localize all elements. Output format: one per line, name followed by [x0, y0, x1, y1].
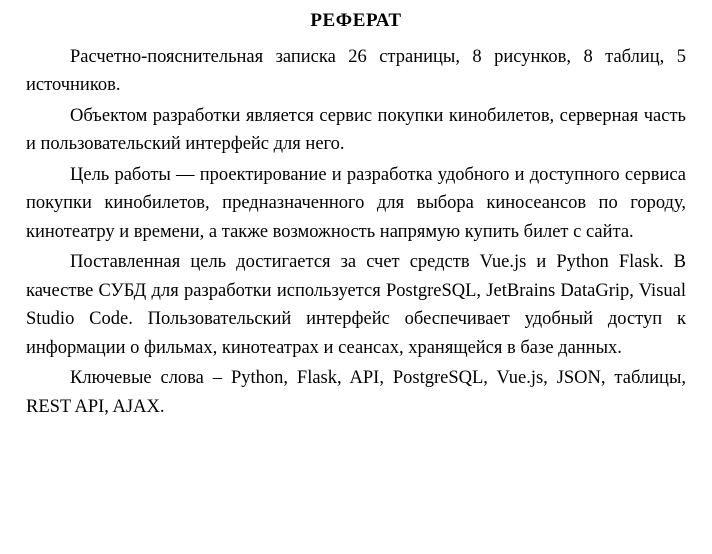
paragraph-technologies: Поставленная цель достигается за счет средств Vue.js и Python Flask. В качестве СУБД для разработки используется PostgreSQL, JetBrains DataGrip, Visual Studio Code. Пользовательский интерфейс обеспечивает удобный доступ к информации о фильмах, кинотеатрах и сеансах, хранящейся в базе данных.: [26, 252, 686, 358]
paragraph-object-of-development: Объектом разработки является сервис покупки кинобилетов, серверная часть и пользовательский интерфейс для него.: [26, 105, 686, 155]
page-title: РЕФЕРАТ: [310, 10, 402, 31]
paragraph-keywords: Ключевые слова – Python, Flask, API, PostgreSQL, Vue.js, JSON, таблицы, REST API, AJAX.: [26, 368, 686, 417]
paragraph-summary-stats: Расчетно-пояснительная записка 26 страницы, 8 рисунков, 8 таблиц, 5 источников.: [26, 46, 686, 96]
paragraph-work-goal: Цель работы — проектирование и разработка удобного и доступного сервиса покупки кинобилетов, предназначенного для выбора киносеансов по городу, кинотеатру и времени, а также возможность напрямую купить билет с сайта.: [26, 164, 686, 242]
